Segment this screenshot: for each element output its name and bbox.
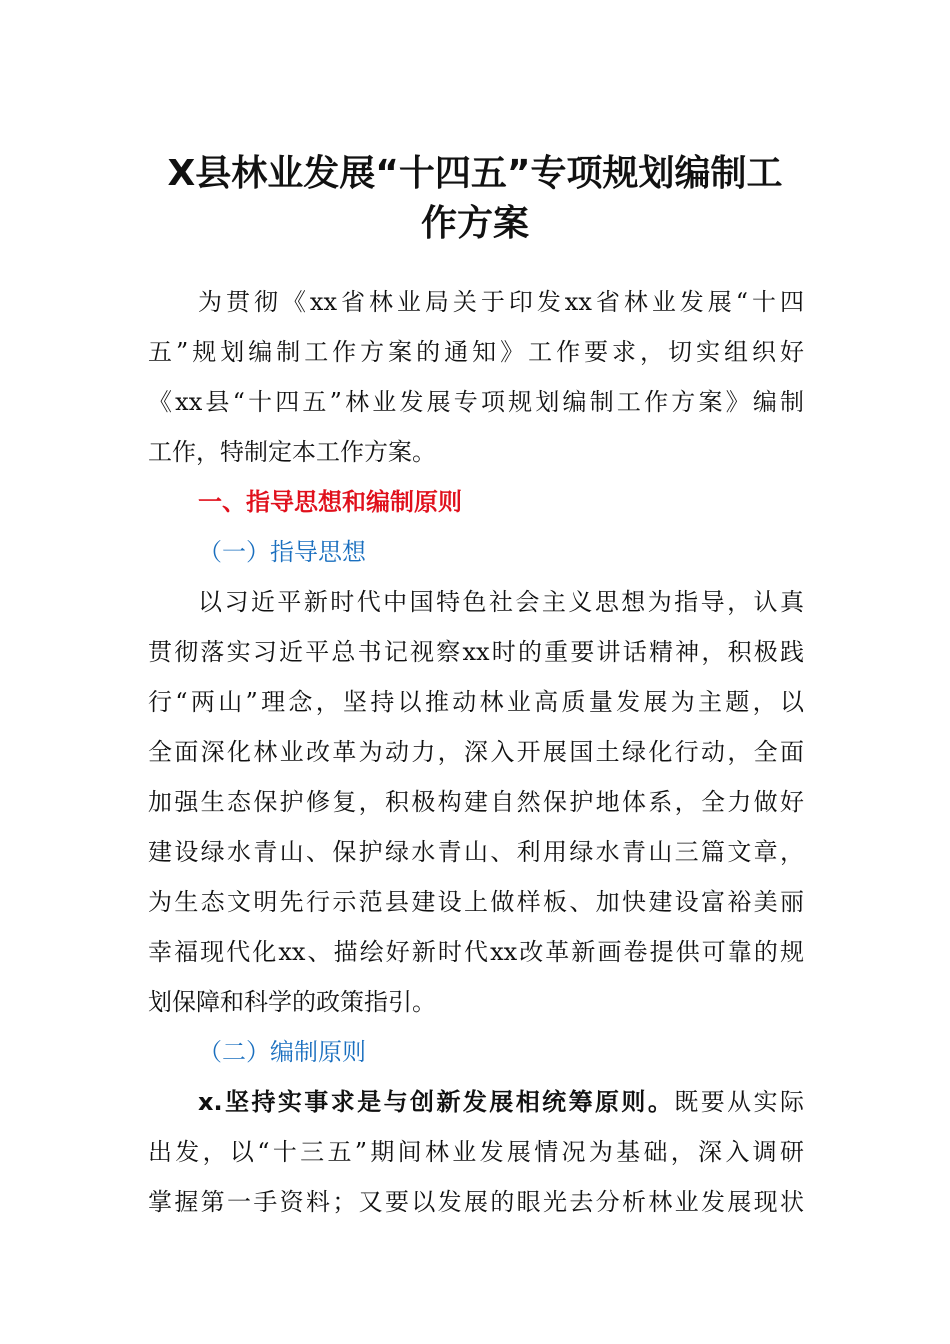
guiding-line-7: 为生态文明先行示范县建设上做样板、加快建设富裕美丽: [148, 888, 804, 916]
intro-line-2: 五”规划编制工作方案的通知》工作要求，切实组织好: [148, 338, 804, 366]
guiding-line-8: 幸福现代化xx、描绘好新时代xx改革新画卷提供可靠的规: [148, 938, 804, 966]
document-title-line-2: 作方案: [420, 203, 529, 244]
principle-line-1-rest: 既要从实际: [674, 1088, 804, 1116]
section-heading: 一、指导思想和编制原则: [198, 488, 462, 516]
subsection-heading-principles: （二）编制原则: [198, 1038, 366, 1066]
document-title-line-1: X县林业发展“十四五”专项规划编制工: [167, 153, 783, 194]
principle-line-2: 出发，以“十三五”期间林业发展情况为基础，深入调研: [148, 1138, 804, 1166]
guiding-line-1: 以习近平新时代中国特色社会主义思想为指导，认真: [198, 588, 804, 616]
guiding-line-3: 行“两山”理念，坚持以推动林业高质量发展为主题，以: [148, 688, 804, 716]
intro-line-1: 为贯彻《xx省林业局关于印发xx省林业发展“十四: [198, 288, 804, 316]
intro-line-3: 《xx县“十四五”林业发展专项规划编制工作方案》编制: [148, 388, 804, 416]
guiding-line-5: 加强生态保护修复，积极构建自然保护地体系，全力做好: [148, 788, 804, 816]
principle-lead: x.坚持实事求是与创新发展相统筹原则。: [198, 1088, 675, 1116]
guiding-line-9: 划保障和科学的政策指引。: [148, 988, 436, 1016]
principle-line-1: [198, 1086, 804, 1118]
guiding-line-2: 贯彻落实习近平总书记视察xx时的重要讲话精神，积极践: [148, 638, 804, 666]
principle-line-3: 掌握第一手资料；又要以发展的眼光去分析林业发展现状: [148, 1188, 804, 1216]
guiding-line-6: 建设绿水青山、保护绿水青山、利用绿水青山三篇文章，: [148, 838, 804, 866]
guiding-line-4: 全面深化林业改革为动力，深入开展国土绿化行动，全面: [148, 738, 804, 766]
intro-line-4: 工作，特制定本工作方案。: [148, 438, 436, 466]
subsection-heading-guiding: （一）指导思想: [198, 538, 366, 566]
